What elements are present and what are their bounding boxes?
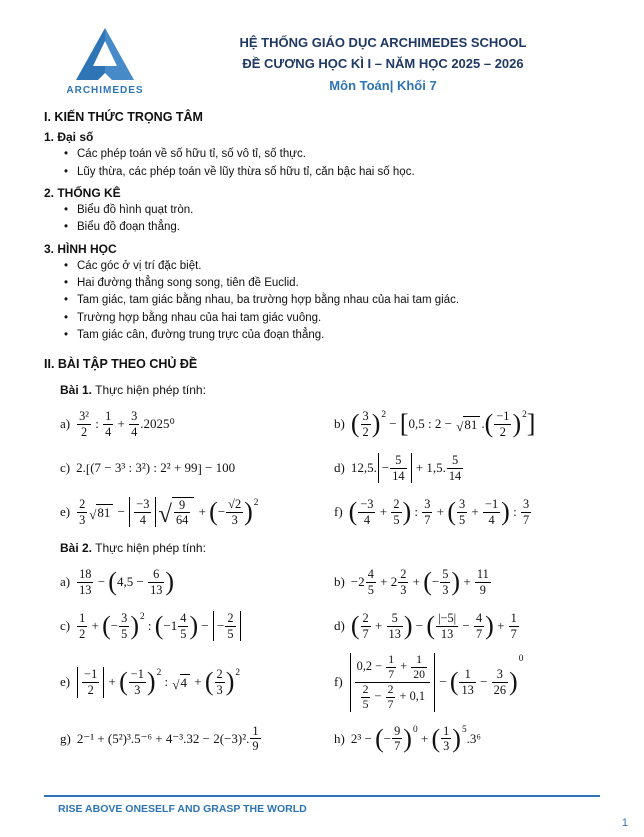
problem-key: e) bbox=[60, 674, 71, 690]
math-expression: 2 3 √ 81 − −3 4 √ 9 64 + ( − √2 3 ) 2 bbox=[79, 497, 259, 529]
problem-key: d) bbox=[334, 618, 345, 634]
problem-1b bbox=[334, 407, 600, 441]
list-item: • Tam giác, tam giác bằng nhau, ba trường hợp bằng nhau của hai tam giác. bbox=[44, 292, 600, 308]
problem-1a bbox=[60, 407, 334, 441]
problem-2e bbox=[60, 653, 334, 711]
exercise-set-1 bbox=[44, 383, 600, 529]
problem-key: f) bbox=[334, 674, 343, 690]
math-expression: 2. [ (7 − 3³ : 3²) : 2² + 99 ] − 100 bbox=[76, 460, 236, 476]
footer-divider bbox=[44, 795, 600, 797]
list-item: • Các góc ở vị trí đặc biệt. bbox=[44, 258, 600, 274]
list-item: • Tam giác cân, đường trung trực của đoạn thẳng. bbox=[44, 327, 600, 343]
exercise-instruction: Thực hiện phép tính: bbox=[92, 541, 206, 556]
problem-2c bbox=[60, 609, 334, 643]
problem-key: h) bbox=[334, 730, 345, 746]
problem-1e bbox=[60, 495, 334, 529]
group-algebra-title: 1. Đại số bbox=[44, 130, 94, 145]
group-statistics-title: 2. THỐNG KÊ bbox=[44, 185, 121, 200]
exercise-label: Bài 1. bbox=[60, 383, 93, 398]
list-item: • Hai đường thẳng song song, tiên đề Euclid. bbox=[44, 275, 600, 291]
problem-2h bbox=[334, 722, 600, 756]
problem-1c bbox=[60, 451, 334, 485]
section-1-title: I. KIẾN THỨC TRỌNG TÂM bbox=[44, 110, 203, 125]
problem-2d bbox=[334, 609, 600, 643]
problem-grid bbox=[44, 407, 600, 529]
problem-2a bbox=[60, 565, 334, 599]
problem-2g bbox=[60, 722, 334, 756]
list-item: • Trường hợp bằng nhau của hai tam giác vuông. bbox=[44, 310, 600, 326]
problem-key: g) bbox=[60, 730, 71, 746]
problem-key: b) bbox=[334, 416, 345, 432]
math-expression: −1 2 + ( −1 3 ) 2 : √ 4 + ( 2 3 ) 2 bbox=[76, 667, 240, 697]
exercise-instruction: Thực hiện phép tính: bbox=[92, 383, 206, 398]
geometry-list bbox=[44, 258, 600, 344]
list-item: • Lũy thừa, các phép toán về lũy thừa số hữu tỉ, căn bậc hai số học. bbox=[44, 164, 600, 180]
math-expression: 3² 2 : 1 4 + 3 4 .2025⁰ bbox=[79, 409, 175, 439]
exercise-label: Bài 2. bbox=[60, 541, 93, 556]
problem-key: a) bbox=[60, 416, 71, 432]
footer-motto: RISE ABOVE ONESELF AND GRASP THE WORLD bbox=[58, 803, 307, 815]
subject-grade: Môn Toán| Khối 7 bbox=[329, 77, 437, 93]
statistics-list bbox=[44, 202, 600, 236]
problem-2b bbox=[334, 565, 600, 599]
group-geometry-title: 3. HÌNH HỌC bbox=[44, 241, 117, 256]
math-expression: ( −3 4 + 2 5 ) : 3 7 + ( 3 5 + −1 4 ) : 3 7 bbox=[348, 497, 530, 527]
problem-key: e) bbox=[60, 504, 71, 520]
list-item: • Biểu đồ đoạn thẳng. bbox=[44, 219, 600, 235]
math-expression: 2³ − ( − 9 7 ) 0 + ( 1 3 ) 5 .3⁶ bbox=[350, 723, 481, 754]
document-header bbox=[44, 24, 600, 96]
math-expression: 18 13 − ( 4,5 − 6 13 ) bbox=[79, 567, 175, 597]
problem-1d bbox=[334, 451, 600, 485]
exercise-set-2 bbox=[44, 541, 600, 755]
math-expression: −2 4 5 + 2 2 3 + ( − 5 3 ) + 11 9 bbox=[350, 567, 489, 597]
math-expression: 0,2 − $\frac{1}{7}$ + $\frac{1}{20}$ $\frac{2}{5}$ − $\frac{2}{7}$ + 0,1 − ( 1 13 − 3 26 ) 0 bbox=[349, 653, 524, 711]
exercise-1-heading bbox=[60, 383, 600, 397]
problem-key: c) bbox=[60, 460, 71, 476]
school-name: HỆ THỐNG GIÁO DỤC ARCHIMEDES SCHOOL bbox=[239, 35, 527, 50]
archimedes-logo-icon bbox=[74, 26, 136, 82]
problem-1f bbox=[334, 495, 600, 529]
math-expression: 12,5. − 5 14 + 1,5. 5 14 bbox=[350, 453, 462, 483]
list-item: • Các phép toán về số hữu tỉ, số vô tỉ, số thực. bbox=[44, 146, 600, 162]
math-expression: ( 2 7 + 5 13 ) − ( |−5| 13 − 4 7 ) + 1 7 bbox=[350, 611, 517, 641]
problem-key: b) bbox=[334, 574, 345, 590]
page-number: 1 bbox=[621, 817, 628, 829]
problem-2f bbox=[334, 653, 600, 711]
list-item: • Biểu đồ hình quạt tròn. bbox=[44, 202, 600, 218]
school-logo bbox=[44, 24, 166, 96]
problem-key: c) bbox=[60, 618, 71, 634]
problem-key: f) bbox=[334, 504, 343, 520]
problem-key: a) bbox=[60, 574, 71, 590]
problem-key: d) bbox=[334, 460, 345, 476]
title-block bbox=[166, 24, 600, 96]
algebra-list bbox=[44, 146, 600, 180]
document-title: ĐỀ CƯƠNG HỌC KÌ I – NĂM HỌC 2025 – 2026 bbox=[242, 56, 524, 72]
logo-wordmark: ARCHIMEDES bbox=[66, 85, 144, 96]
math-expression: 2⁻¹ + (5²)³.5⁻⁶ + 4⁻³.32 − 2(−3)². 1 9 bbox=[76, 723, 259, 754]
exercise-2-heading bbox=[60, 541, 600, 555]
math-expression: ( 3 2 ) 2 − [ 0,5 : 2 − √ 81 . ( −1 2 ) 2 ] bbox=[350, 409, 536, 439]
math-expression: 1 2 + ( − 3 5 ) 2 : ( −1 4 5 ) − − 2 5 bbox=[76, 611, 241, 641]
problem-grid bbox=[44, 565, 600, 755]
section-2-title: II. BÀI TẬP THEO CHỦ ĐỀ bbox=[44, 357, 198, 372]
